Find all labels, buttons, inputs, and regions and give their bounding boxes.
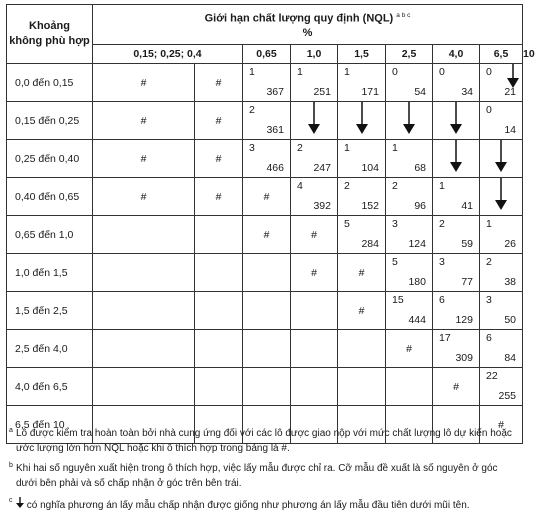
table-cell bbox=[338, 140, 386, 178]
nql-column-header: 4,0 bbox=[433, 45, 480, 64]
table-cell bbox=[243, 178, 291, 216]
table-cell bbox=[291, 102, 338, 140]
table-cell bbox=[338, 330, 386, 368]
full-inspection-mark: # bbox=[140, 114, 147, 127]
table-cell bbox=[291, 368, 338, 406]
table-cell bbox=[338, 216, 386, 254]
table-row bbox=[7, 216, 523, 254]
sample-size: 84 bbox=[504, 352, 517, 364]
acceptance-number: 0 bbox=[392, 66, 398, 78]
nql-column-header: 0,65 bbox=[243, 45, 291, 64]
table-cell bbox=[433, 216, 480, 254]
full-inspection-mark: # bbox=[453, 380, 459, 393]
full-inspection-mark: # bbox=[215, 76, 222, 89]
table-cell bbox=[195, 292, 243, 330]
table-cell bbox=[386, 178, 433, 216]
sample-size: 444 bbox=[408, 314, 426, 326]
sample-size: 38 bbox=[504, 276, 517, 288]
sample-size: 14 bbox=[504, 124, 517, 136]
acceptance-number: 1 bbox=[344, 66, 350, 78]
acceptance-number: 0 bbox=[486, 104, 492, 116]
table-cell bbox=[93, 368, 195, 406]
table-cell bbox=[93, 254, 195, 292]
table-row bbox=[7, 368, 523, 406]
table-cell bbox=[195, 216, 243, 254]
acceptance-number: 22 bbox=[486, 370, 498, 382]
full-inspection-mark: # bbox=[406, 342, 412, 355]
down-arrow-icon bbox=[403, 102, 415, 134]
acceptance-number: 1 bbox=[344, 142, 350, 154]
sample-size: 367 bbox=[266, 86, 284, 98]
acceptance-number: 3 bbox=[249, 142, 255, 154]
down-arrow-icon bbox=[507, 64, 519, 88]
nql-column-header: 1,0 bbox=[291, 45, 338, 64]
table-cell bbox=[93, 140, 195, 178]
table-cell bbox=[386, 368, 433, 406]
table-cell bbox=[291, 178, 338, 216]
table-cell bbox=[433, 292, 480, 330]
table-cell bbox=[433, 140, 480, 178]
acceptance-number: 6 bbox=[486, 332, 492, 344]
sample-size: 124 bbox=[408, 238, 426, 250]
table-cell bbox=[480, 292, 523, 330]
acceptance-number: 2 bbox=[486, 256, 492, 268]
sample-size: 21 bbox=[504, 86, 517, 98]
table-row bbox=[7, 102, 523, 140]
table-row bbox=[7, 292, 523, 330]
table-cell bbox=[195, 178, 243, 216]
table-cell bbox=[338, 64, 386, 102]
table-cell bbox=[480, 64, 523, 102]
acceptance-number: 1 bbox=[249, 66, 255, 78]
sample-size: 171 bbox=[361, 86, 379, 98]
table-cell bbox=[93, 64, 195, 102]
table-cell bbox=[291, 140, 338, 178]
nql-header: Giới hạn chất lượng quy định (NQL) $^{a b c}$ % bbox=[93, 5, 523, 45]
full-inspection-mark: # bbox=[311, 228, 317, 241]
sample-size: 392 bbox=[313, 200, 331, 212]
table-cell bbox=[480, 254, 523, 292]
table-row bbox=[7, 64, 523, 102]
sample-size: 68 bbox=[414, 162, 426, 174]
table-cell bbox=[243, 292, 291, 330]
sample-size: 255 bbox=[498, 390, 517, 402]
range-label: 0,25 đến 0,40 bbox=[7, 140, 93, 178]
acceptance-number: 6 bbox=[439, 294, 445, 306]
full-inspection-mark: # bbox=[140, 152, 147, 165]
table-cell bbox=[195, 254, 243, 292]
table-cell bbox=[195, 102, 243, 140]
range-label: 1,5 đến 2,5 bbox=[7, 292, 93, 330]
footnote-a: a Lô được kiểm tra hoàn toàn bởi nhà cung ứng đối với các lô được giao nộp với mức chất lượng lô dự kiến hoặc ước lượng lớn hơn NQL hoặc khi ô thích hợp trong bảng là #. bbox=[9, 427, 512, 454]
sample-size: 251 bbox=[313, 86, 331, 98]
sample-size: 361 bbox=[266, 124, 284, 136]
acceptance-number: 2 bbox=[249, 104, 255, 116]
acceptance-number: 3 bbox=[392, 218, 398, 230]
table-cell bbox=[386, 64, 433, 102]
full-inspection-mark: # bbox=[215, 152, 222, 165]
table-row bbox=[7, 140, 523, 178]
table-cell bbox=[338, 102, 386, 140]
sample-size: 104 bbox=[361, 162, 379, 174]
footnote-b: b Khi hai số nguyên xuất hiện trong ô thích hợp, việc lấy mẫu được chỉ ra. Cỡ mẫu đề xuất là số nguyên ở góc dưới bên phải và số chấp nhận ở góc trên bên trái. bbox=[9, 462, 498, 489]
table-cell bbox=[433, 102, 480, 140]
nonconforming-range-header: Khoảng không phù hợp bbox=[7, 5, 93, 64]
table-cell bbox=[243, 368, 291, 406]
acceptance-number: 3 bbox=[486, 294, 492, 306]
acceptance-number: 2 bbox=[344, 180, 350, 192]
acceptance-number: 1 bbox=[486, 218, 492, 230]
acceptance-number: 2 bbox=[392, 180, 398, 192]
sample-size: 129 bbox=[455, 314, 473, 326]
table-cell bbox=[480, 178, 523, 216]
table-cell bbox=[433, 330, 480, 368]
full-inspection-mark: # bbox=[311, 266, 317, 279]
acceptance-number: 2 bbox=[439, 218, 445, 230]
down-arrow-icon bbox=[450, 140, 462, 172]
sample-size: 309 bbox=[455, 352, 473, 364]
table-cell bbox=[93, 178, 195, 216]
down-arrow-icon bbox=[356, 102, 368, 134]
sample-size: 152 bbox=[361, 200, 379, 212]
table-cell bbox=[480, 368, 523, 406]
acceptance-number: 15 bbox=[392, 294, 404, 306]
acceptance-number: 0 bbox=[486, 66, 492, 78]
sample-size: 54 bbox=[414, 86, 426, 98]
table-cell bbox=[93, 292, 195, 330]
range-label: 6,5 đến 10 bbox=[7, 406, 93, 444]
table-cell bbox=[243, 216, 291, 254]
sample-size: 77 bbox=[461, 276, 473, 288]
table-cell bbox=[338, 292, 386, 330]
full-inspection-mark: # bbox=[358, 304, 365, 317]
full-inspection-mark: # bbox=[215, 190, 222, 203]
table-cell bbox=[291, 254, 338, 292]
nql-column-header: 6,5 bbox=[480, 45, 523, 64]
table-cell bbox=[195, 330, 243, 368]
full-inspection-mark: # bbox=[498, 418, 504, 431]
range-label: 0,0 đến 0,15 bbox=[7, 64, 93, 102]
acceptance-number: 17 bbox=[439, 332, 451, 344]
table-cell bbox=[480, 102, 523, 140]
table-cell bbox=[386, 216, 433, 254]
range-label: 4,0 đến 6,5 bbox=[7, 368, 93, 406]
sample-size: 59 bbox=[461, 238, 473, 250]
table-cell bbox=[480, 330, 523, 368]
down-arrow-icon bbox=[495, 140, 507, 172]
table-cell bbox=[338, 254, 386, 292]
acceptance-number: 4 bbox=[297, 180, 303, 192]
sample-size: 26 bbox=[504, 238, 517, 250]
nql-column-header: 0,15; 0,25; 0,4 bbox=[93, 45, 243, 64]
table-cell bbox=[291, 216, 338, 254]
table-cell bbox=[243, 64, 291, 102]
footnote-c: c có nghĩa phương án lấy mẫu chấp nhận được giống như phương án lấy mẫu đầu tiên dưới mũi tên. bbox=[6, 497, 522, 514]
table-cell bbox=[386, 292, 433, 330]
acceptance-number: 5 bbox=[392, 256, 398, 268]
range-label: 0,65 đến 1,0 bbox=[7, 216, 93, 254]
table-cell bbox=[386, 102, 433, 140]
range-label: 1,0 đến 1,5 bbox=[7, 254, 93, 292]
table-cell bbox=[433, 368, 480, 406]
table-cell bbox=[291, 330, 338, 368]
table-cell bbox=[386, 254, 433, 292]
table-row bbox=[7, 254, 523, 292]
sample-size: 284 bbox=[361, 238, 379, 250]
sample-size: 466 bbox=[266, 162, 284, 174]
acceptance-number: 2 bbox=[297, 142, 303, 154]
table-cell bbox=[291, 292, 338, 330]
down-arrow-icon bbox=[308, 102, 320, 134]
table-cell bbox=[433, 64, 480, 102]
full-inspection-mark: # bbox=[140, 190, 147, 203]
table-cell bbox=[195, 64, 243, 102]
acceptance-number: 3 bbox=[439, 256, 445, 268]
acceptance-number: 1 bbox=[297, 66, 303, 78]
full-inspection-mark: # bbox=[263, 190, 270, 203]
table-row bbox=[7, 178, 523, 216]
full-inspection-mark: # bbox=[140, 76, 147, 89]
full-inspection-mark: # bbox=[358, 266, 365, 279]
table-cell bbox=[386, 330, 433, 368]
acceptance-number: 1 bbox=[392, 142, 398, 154]
sample-size: 34 bbox=[461, 86, 473, 98]
sample-size: 41 bbox=[461, 200, 473, 212]
table-cell bbox=[433, 254, 480, 292]
table-cell bbox=[291, 64, 338, 102]
table-cell bbox=[480, 140, 523, 178]
range-label: 0,15 đến 0,25 bbox=[7, 102, 93, 140]
acceptance-number: 0 bbox=[439, 66, 445, 78]
down-arrow-icon bbox=[450, 102, 462, 134]
table-cell bbox=[243, 140, 291, 178]
sample-size: 247 bbox=[313, 162, 331, 174]
table-cell bbox=[338, 178, 386, 216]
table-cell bbox=[93, 216, 195, 254]
table-cell bbox=[386, 140, 433, 178]
table-cell bbox=[93, 330, 195, 368]
full-inspection-mark: # bbox=[263, 228, 270, 241]
table-cell bbox=[195, 140, 243, 178]
down-arrow-icon bbox=[16, 497, 24, 514]
table-cell bbox=[480, 216, 523, 254]
table-row bbox=[7, 330, 523, 368]
table-cell bbox=[195, 368, 243, 406]
nql-column-header: 2,5 bbox=[386, 45, 433, 64]
table-cell bbox=[243, 102, 291, 140]
down-arrow-icon bbox=[495, 178, 507, 210]
sample-size: 180 bbox=[408, 276, 426, 288]
table-cell bbox=[433, 178, 480, 216]
acceptance-number: 5 bbox=[344, 218, 350, 230]
nql-column-header: 1,5 bbox=[338, 45, 386, 64]
nql-sampling-table: Khoảng không phù hợp Giới hạn chất lượng quy định (NQL) $^{a b c}$ % 0,15; 0,25; 0,4 0,65 1,0 1,5 2,5 4,0 6,5 10 0,0 đến 0,15 # # 1 367 1 251 1 171 0 54 0 34 0 21 0,15 đến 0,25 # # 2 361 0 14 0,25 đến 0,40 # # 3 466 2 247 1 104 1 68 0,40 đến 0,65 # # # 4 392 2 152 2 96 1 41 0,65 đến 1,0 # # 5 284 3 124 2 59 1 26 1,0 đến 1,5 # # 5 180 3 77 2 38 1,5 đến 2,5 # 15 444 6 129 3 50 2,5 đến 4,0 # 17 309 6 84 4,0 đến 6,5 # 22 255 6,5 đến 10 # bbox=[6, 4, 523, 444]
footnotes bbox=[6, 427, 522, 514]
table-cell bbox=[93, 102, 195, 140]
sample-size: 96 bbox=[414, 200, 426, 212]
full-inspection-mark: # bbox=[215, 114, 222, 127]
sample-size: 50 bbox=[504, 314, 517, 326]
range-label: 2,5 đến 4,0 bbox=[7, 330, 93, 368]
table-cell bbox=[243, 254, 291, 292]
range-label: 0,40 đến 0,65 bbox=[7, 178, 93, 216]
table-cell bbox=[243, 330, 291, 368]
table-cell bbox=[338, 368, 386, 406]
acceptance-number: 1 bbox=[439, 180, 445, 192]
